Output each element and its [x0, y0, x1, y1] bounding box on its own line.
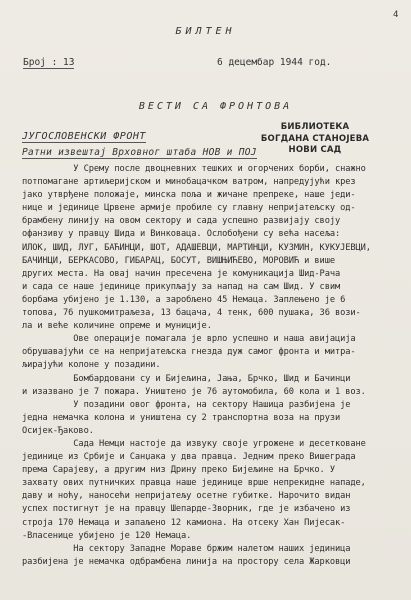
body-line: према Сарајеву, а другим низ Дрину преко Бијељине на Брчко. У: [22, 465, 335, 476]
body-line: других места. На овај начин пресечена је комуникација Шид-Рача: [22, 268, 341, 279]
body-line: строја 170 Немаца и запаљено 12 камиона. На отсеку Хан Пијесак-: [22, 517, 346, 528]
body-line: даву и ноћу, наносећи непријатељу осетне губитке. Нарочито видан: [22, 491, 351, 502]
body-line: БАЧИНЦИ, БЕРКАСОВО, ГИБАРАЦ, БОСУТ, ВИШЊИЋЕВО, МОРОВИЋ и више: [22, 255, 335, 266]
body-line: и сада се наше јединице прикупљају за напад на сам Шид. У свим: [22, 281, 341, 292]
body-line: обрушавајући се на непријатељска гнезда дуж самог фронта и митра-: [22, 347, 356, 358]
library-stamp: [251, 122, 379, 157]
stamp-line: БОГДАНА СТАНОЈЕВА: [260, 133, 370, 144]
body-line: -Власенице убијено је 120 Немаца.: [22, 530, 192, 541]
body-line: успех постигнут је на правцу Шепарде-Зворник, где је избачено из: [22, 504, 351, 515]
body-line: јединице из Србије и Санџака у два правца. Једним преко Вишеграда: [22, 452, 356, 463]
issue-number: Број : 13: [23, 57, 75, 68]
body-line: ИЛОК, ШИД, ЛУГ, БАЋИНЦИ, ШОТ, АДАШЕВЦИ, МАРТИНЦИ, КУЗМИН, КУКУЈЕВЦИ,: [22, 242, 371, 253]
body-line: захвату ових путничких правца наше јединице врше непрекидне нападе,: [22, 478, 366, 489]
report-subtitle: Ратни извештај Врховног штаба НОВ и ПОЈ: [22, 147, 257, 158]
body-line: Ове операције помагала је врло успешно и наша авијација: [22, 334, 356, 345]
section-title: ВЕСТИ СА ФРОНТОВА: [138, 101, 293, 112]
page-corner-mark: 4: [393, 10, 399, 20]
issue-date: 6 децембар 1944 год.: [217, 57, 332, 68]
body-line: нице и јединице Црвене армије пробиле су главну непријатељску од-: [22, 203, 356, 214]
body-line: јако утврђене положаје, минска поља и жичане препреке, наше једи-: [22, 190, 356, 201]
body-line: Сада Немци настоје да извуку своје угрожене и десетковане: [22, 438, 366, 449]
body-line: потпомагане артиљеријском и минобацачком ватром, напредујући крез: [22, 177, 356, 188]
body-line: У позадини овог фронта, на сектору Нашица разбијена је: [22, 399, 351, 410]
front-title: ЈУГОСЛОВЕНСКИ ФРОНТ: [22, 131, 146, 142]
body-line: Бомбардовани су и Бијељина, Јања, Брчко, Шид и Бачинци: [22, 373, 351, 384]
body-line: Осијек-Ђаково.: [22, 425, 94, 436]
report-body: [22, 163, 404, 569]
body-line: На сектору Западне Мораве бржим налетом наших јединица: [22, 543, 351, 554]
body-line: и изазвано је 7 пожара. Уништено је 76 аутомобила, 60 кола и 1 воз.: [22, 386, 366, 397]
bulletin-title: БИЛТЕН: [175, 26, 236, 37]
body-line: брамбену линију на овом сектору и сада успешно развијају своју: [22, 216, 341, 227]
stamp-line: БИБЛИОТЕКА: [280, 122, 350, 132]
body-line: љирајући колоне у позадини.: [22, 360, 161, 371]
body-line: борбама убијено је 1.130, а заробљено 45 Немаца. Заплењено је 6: [22, 294, 346, 305]
body-line: ла и веће количине опреме и муниције.: [22, 321, 212, 332]
body-line: У Срему после двоцневних тешких и огорчених борби, снажно: [22, 164, 366, 174]
body-line: офанзиву у правцу Шида и Винковаца. Ослобођени су већа насеља:: [22, 229, 341, 240]
body-line: разбијена је немачка одбрамбена линија на простору села Жарковци: [22, 556, 351, 567]
body-line: једна немачка колона и уништена су 2 транспортна воза на прузи: [22, 412, 341, 423]
stamp-line: НОВИ САД: [288, 145, 342, 155]
body-line: топова, 76 пушкомитраљеза, 13 бацача, 4 тенк, 600 пушака, 36 вози-: [22, 308, 361, 319]
